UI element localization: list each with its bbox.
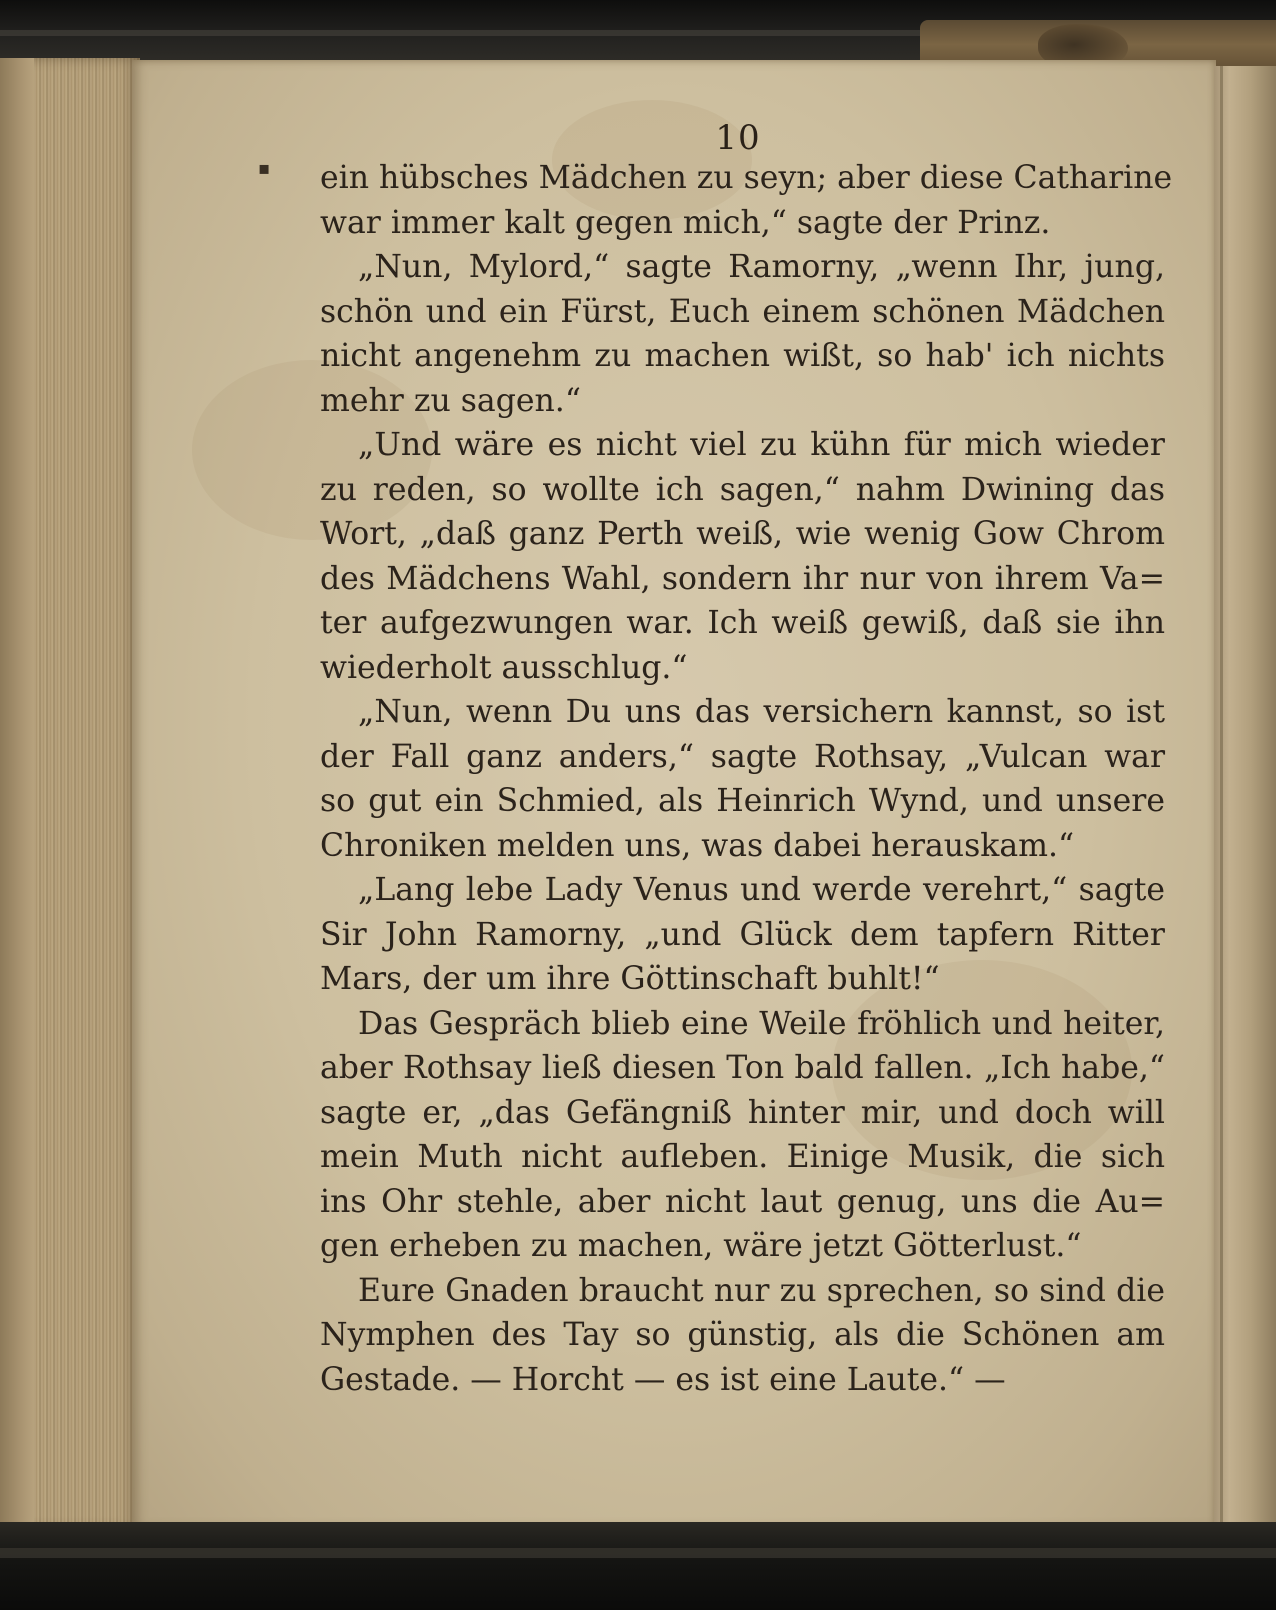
ink-mark: ▪ xyxy=(258,158,271,179)
text-line: war immer kalt gegen mich,“ sagte der Prinz. xyxy=(320,204,1051,241)
page-text-body xyxy=(320,156,1173,1402)
text-line: sagte er, „das Gefängniß hinter mir, und doch will xyxy=(320,1094,1165,1131)
text-line: mein Muth nicht aufleben. Einige Musik, die sich xyxy=(320,1139,1165,1175)
text-line: wiederholt ausschlug.“ xyxy=(320,649,688,686)
text-line: Gestade. — Horcht — es ist eine Laute.“ — xyxy=(320,1361,1006,1398)
text-line: ein hübsches Mädchen zu seyn; aber diese Catharine xyxy=(320,160,1173,196)
page-number: 10 xyxy=(715,118,761,158)
right-page-edge xyxy=(1214,66,1276,1526)
text-line: Wort, „daß ganz Perth weiß, wie wenig Gow Chrom xyxy=(320,516,1165,552)
left-page-stack xyxy=(0,58,140,1530)
text-line: schön und ein Fürst, Euch einem schönen Mädchen xyxy=(320,293,1165,330)
text-line: Nymphen des Tay so günstig, als die Schönen am xyxy=(320,1317,1165,1353)
text-line: „Nun, Mylord,“ sagte Ramorny, „wenn Ihr, jung, xyxy=(358,249,1165,285)
text-line: ter aufgezwungen war. Ich weiß gewiß, daß sie ihn xyxy=(320,605,1165,641)
text-line: gen erheben zu machen, wäre jetzt Götterlust.“ xyxy=(320,1228,1082,1264)
text-line: nicht angenehm zu machen wißt, so hab' ich nichts xyxy=(320,338,1165,374)
text-line: Sir John Ramorny, „und Glück dem tapfern Ritter xyxy=(320,916,1165,953)
left-page-edge xyxy=(0,58,34,1530)
book-bottom-edge xyxy=(0,1522,1276,1610)
text-line: des Mädchens Wahl, sondern ihr nur von ihrem Va= xyxy=(320,560,1165,597)
text-line: „Lang lebe Lady Venus und werde verehrt,“ sagte xyxy=(358,872,1165,908)
text-line: der Fall ganz anders,“ sagte Rothsay, „Vulcan war xyxy=(320,738,1165,775)
text-line: zu reden, so wollte ich sagen,“ nahm Dwining das xyxy=(320,471,1165,508)
text-line: „Und wäre es nicht viel zu kühn für mich wieder xyxy=(358,427,1165,463)
text-line: Chroniken melden uns, was dabei herauskam.“ xyxy=(320,827,1075,864)
text-line: Eure Gnaden braucht nur zu sprechen, so sind die xyxy=(358,1272,1165,1309)
page-crease xyxy=(1220,66,1223,1526)
text-line: ins Ohr stehle, aber nicht laut genug, uns die Au= xyxy=(320,1183,1165,1220)
text-line: Mars, der um ihre Göttinschaft buhlt!“ xyxy=(320,961,940,997)
text-line: mehr zu sagen.“ xyxy=(320,382,581,419)
bottom-ridge xyxy=(0,1548,1276,1558)
text-line: Das Gespräch blieb eine Weile fröhlich und heiter, xyxy=(358,1005,1165,1042)
text-line: „Nun, wenn Du uns das versichern kannst, so ist xyxy=(358,694,1165,730)
text-line: so gut ein Schmied, als Heinrich Wynd, und unsere xyxy=(320,783,1165,819)
text-line: aber Rothsay ließ diesen Ton bald fallen. „Ich habe,“ xyxy=(320,1050,1165,1086)
